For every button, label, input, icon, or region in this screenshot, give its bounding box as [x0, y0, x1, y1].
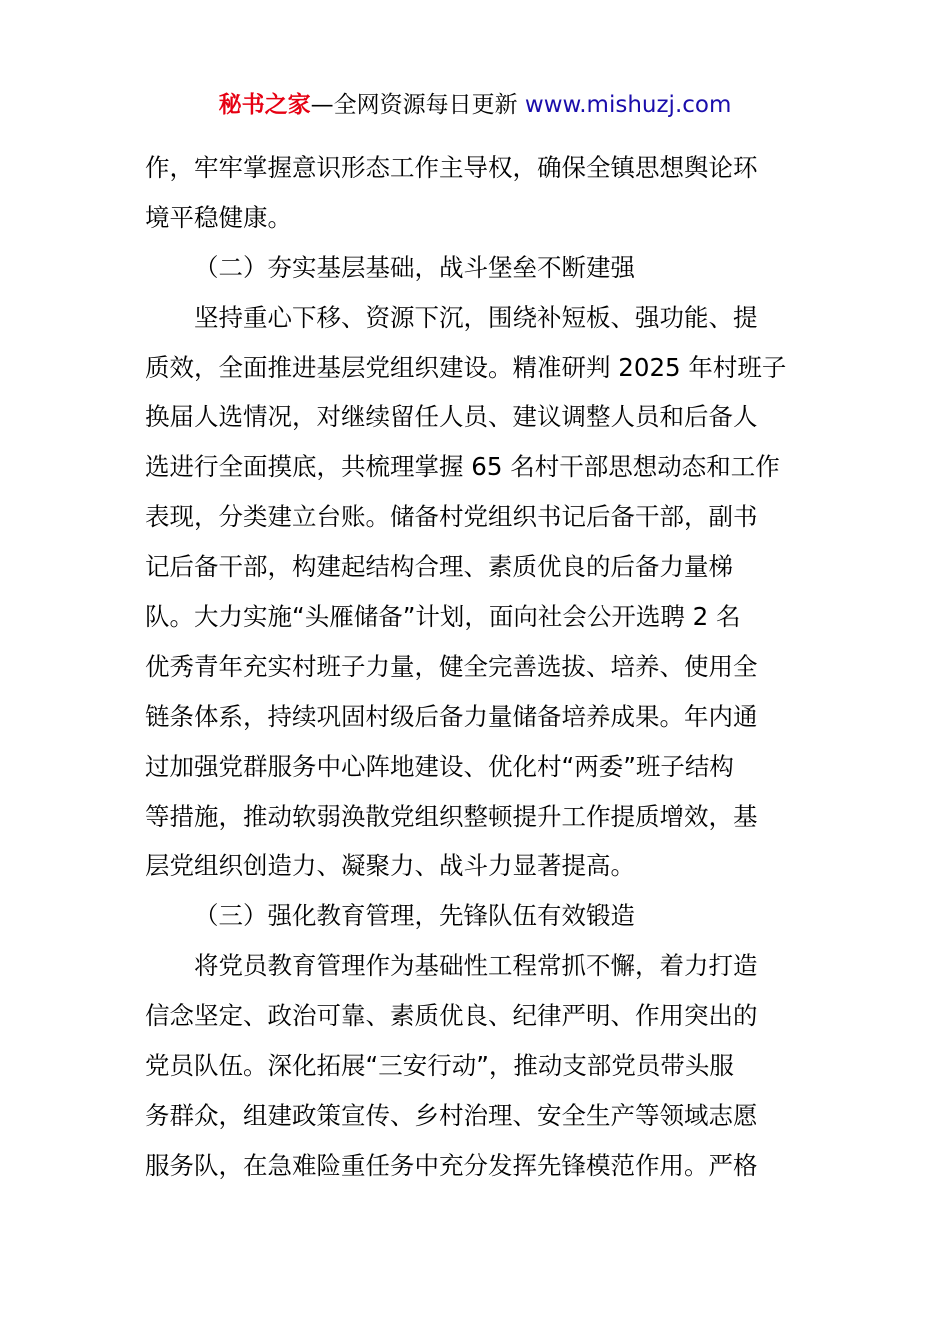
body-line: 记后备干部，构建起结构合理、素质优良的后备力量梯 — [145, 552, 733, 582]
body-line: 等措施，推动软弱涣散党组织整顿提升工作提质增效，基 — [145, 801, 758, 831]
section-heading: （二）夯实基层基础，战斗堡垒不断建强 — [194, 252, 635, 282]
page-header — [0, 88, 950, 122]
body-line: 坚持重心下移、资源下沉，围绕补短板、强功能、提 — [194, 302, 758, 332]
body-line: 换届人选情况，对继续留任人员、建议调整人员和后备人 — [145, 402, 758, 432]
site-tagline: —全网资源每日更新 — [310, 92, 525, 118]
body-line: 信念坚定、政治可靠、素质优良、纪律严明、作用突出的 — [145, 1001, 758, 1031]
body-line: 选进行全面摸底，共梳理掌握 65 名村干部思想动态和工作 — [145, 452, 780, 482]
body-line: 优秀青年充实村班子力量，健全完善选拔、培养、使用全 — [145, 651, 758, 681]
site-brand: 秘书之家 — [218, 92, 311, 118]
body-line: 境平稳健康。 — [145, 202, 292, 232]
body-line: 表现，分类建立台账。储备村党组织书记后备干部，副书 — [145, 502, 758, 532]
body-line: 党员队伍。深化拓展“三安行动”，推动支部党员带头服 — [145, 1051, 734, 1081]
section-heading: （三）强化教育管理，先锋队伍有效锻造 — [194, 901, 635, 931]
body-line: 队。大力实施“头雁储备”计划，面向社会公开选聘 2 名 — [145, 602, 741, 632]
body-line: 层党组织创造力、凝聚力、战斗力显著提高。 — [145, 851, 635, 881]
site-url-link[interactable]: www.mishuzj.com — [524, 92, 732, 118]
body-line: 过加强党群服务中心阵地建设、优化村“两委”班子结构 — [145, 751, 734, 781]
body-line: 服务队，在急难险重任务中充分发挥先锋模范作用。严格 — [145, 1150, 758, 1180]
document-body — [145, 143, 810, 1191]
body-line: 务群众，组建政策宣传、乡村治理、安全生产等领域志愿 — [145, 1100, 758, 1130]
body-line: 链条体系，持续巩固村级后备力量储备培养成果。年内通 — [145, 701, 758, 731]
body-line: 质效，全面推进基层党组织建设。精准研判 2025 年村班子 — [145, 352, 787, 382]
body-line: 将党员教育管理作为基础性工程常抓不懈，着力打造 — [194, 951, 758, 981]
body-line: 作，牢牢掌握意识形态工作主导权，确保全镇思想舆论环 — [145, 153, 758, 182]
